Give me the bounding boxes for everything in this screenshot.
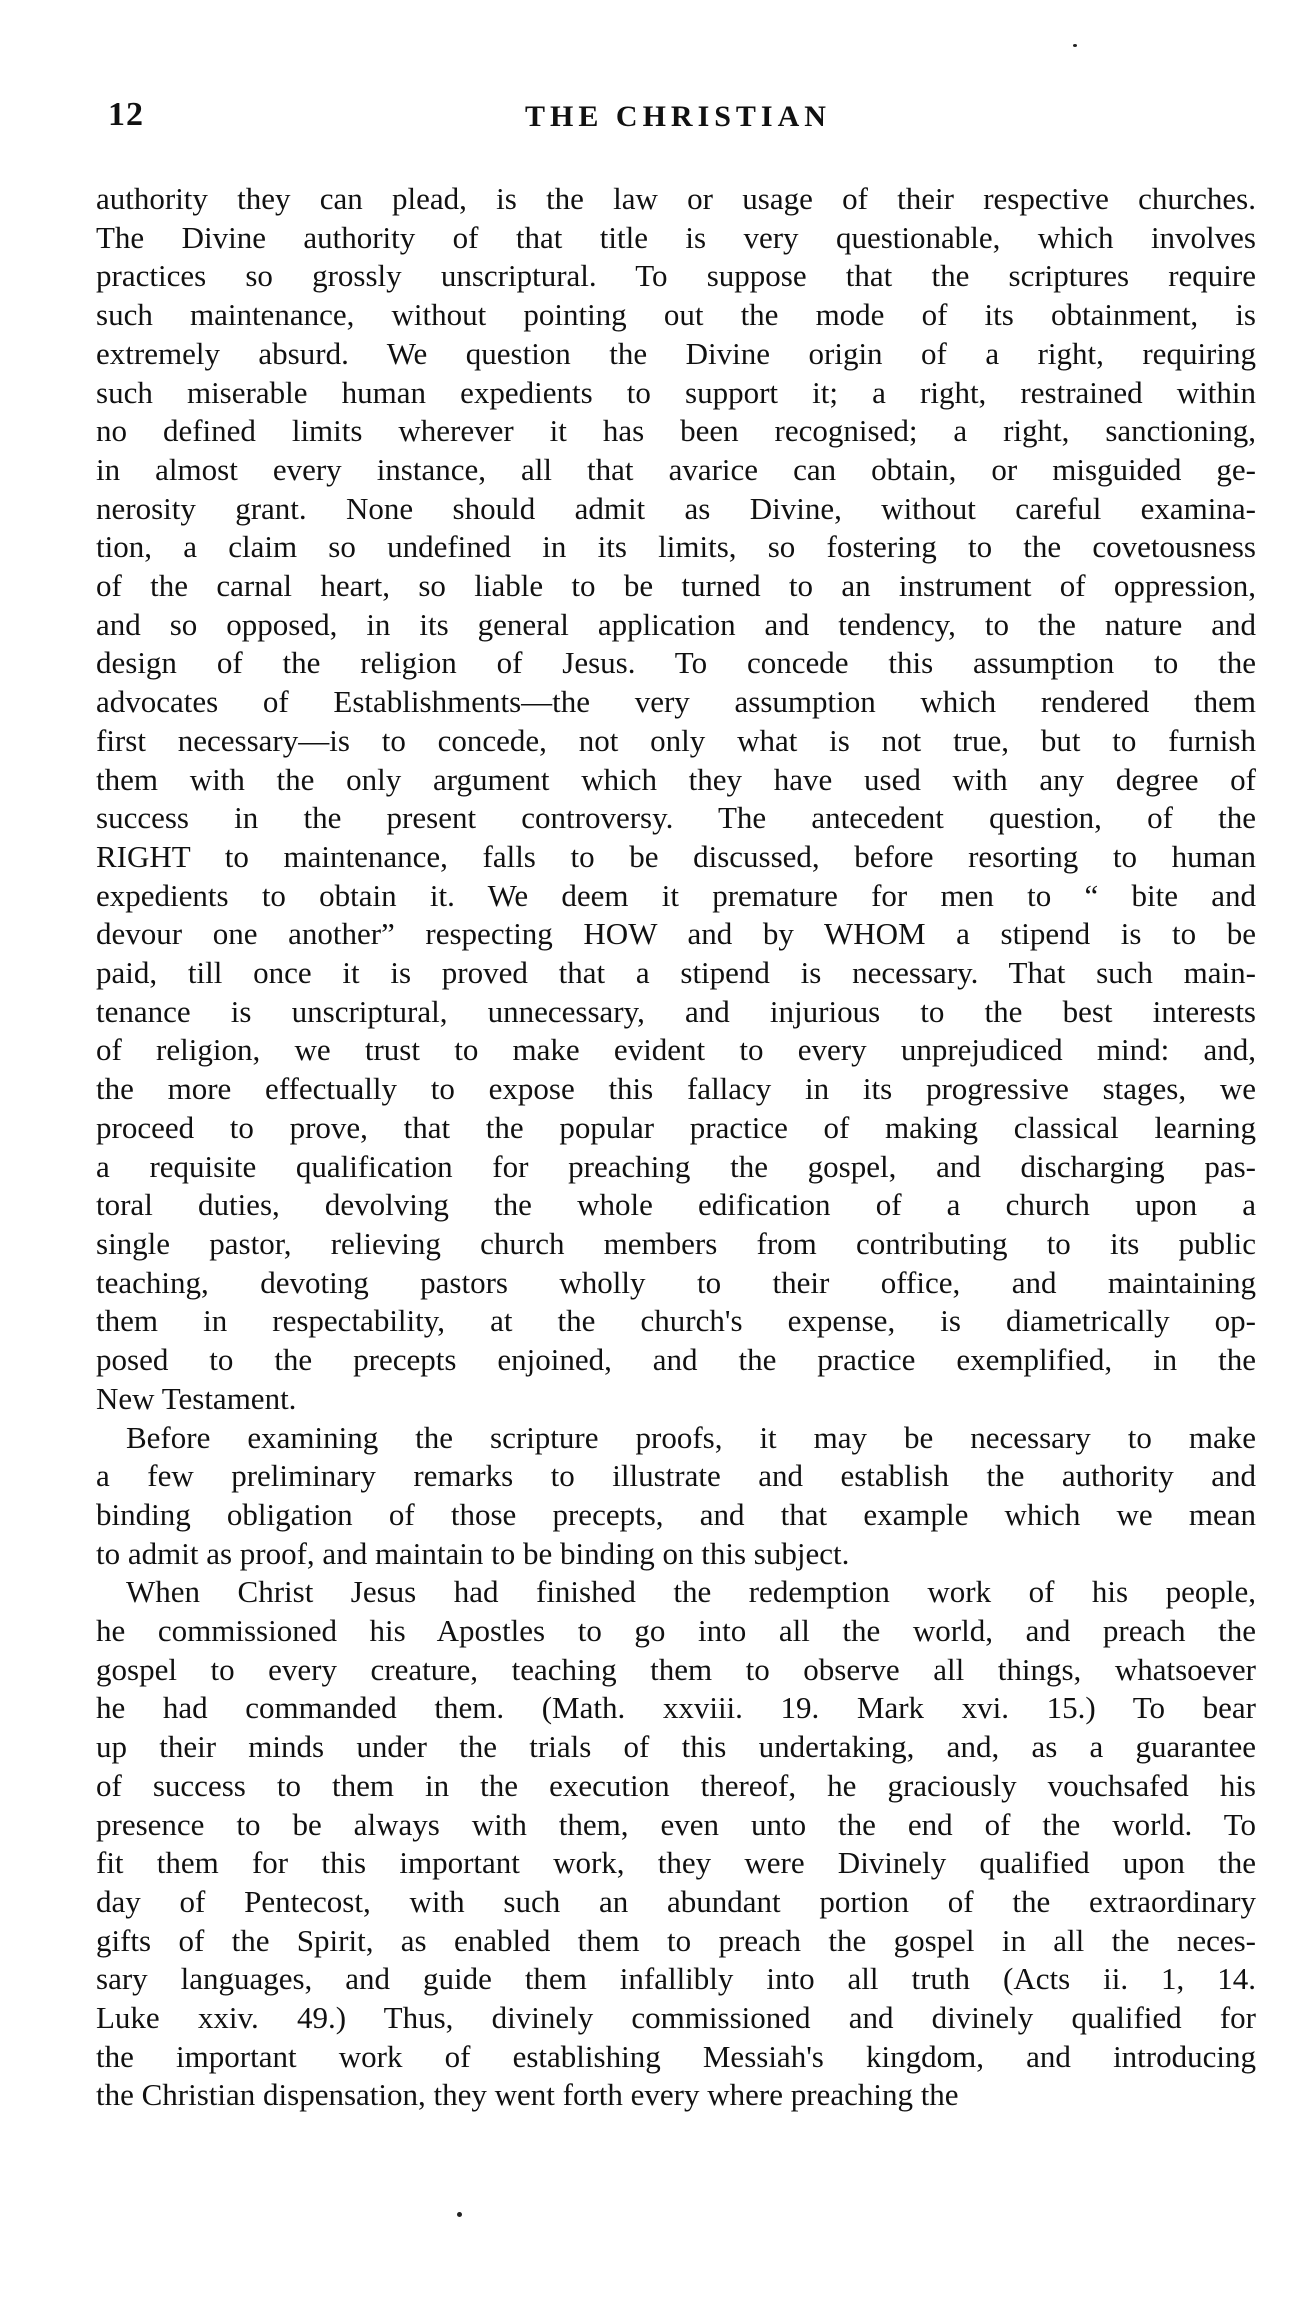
text-line: and so opposed, in its general application and tendency, to the nature and	[96, 606, 1256, 642]
text-line: expedients to obtain it. We deem it premature for men to “ bite and	[96, 877, 1256, 913]
text-line: a requisite qualification for preaching the gospel, and discharging pas-	[96, 1148, 1256, 1184]
text-line: the Christian dispensation, they went forth every where preaching the	[96, 2077, 959, 2113]
text-line: design of the religion of Jesus. To concede this assumption to the	[96, 645, 1256, 681]
text-line: he commissioned his Apostles to go into all the world, and preach the	[96, 1613, 1256, 1649]
text-line: up their minds under the trials of this undertaking, and, as a guarantee	[96, 1729, 1256, 1765]
text-line: authority they can plead, is the law or usage of their respective churches.	[96, 181, 1256, 216]
body-text	[96, 180, 1256, 2115]
text-line: fit them for this important work, they were Divinely qualified upon the	[96, 1845, 1256, 1881]
text-line: toral duties, devolving the whole edification of a church upon a	[96, 1187, 1256, 1223]
text-line: Before examining the scripture proofs, it may be necessary to make	[126, 1419, 1256, 1455]
text-line: binding obligation of those precepts, and that example which we mean	[96, 1496, 1256, 1532]
text-line: them with the only argument which they have used with any degree of	[96, 761, 1256, 797]
text-line: in almost every instance, all that avarice can obtain, or misguided ge-	[96, 451, 1256, 487]
text-line: New Testament.	[96, 1380, 297, 1416]
page-number: 12	[108, 96, 144, 133]
text-line: to admit as proof, and maintain to be binding on this subject.	[96, 1535, 850, 1571]
text-line: tenance is unscriptural, unnecessary, and injurious to the best interests	[96, 993, 1256, 1029]
text-line: he had commanded them. (Math. xxviii. 19. Mark xvi. 15.) To bear	[96, 1690, 1256, 1726]
text-line: of success to them in the execution thereof, he graciously vouchsafed his	[96, 1767, 1256, 1803]
text-line: such maintenance, without pointing out the mode of its obtainment, is	[96, 297, 1256, 333]
paragraph	[96, 1573, 1256, 2115]
text-line: nerosity grant. None should admit as Divine, without careful examina-	[96, 490, 1256, 526]
text-line: devour one another” respecting HOW and by WHOM a stipend is to be	[96, 916, 1256, 952]
text-line: advocates of Establishments—the very assumption which rendered them	[96, 684, 1256, 720]
text-line: gifts of the Spirit, as enabled them to preach the gospel in all the neces-	[96, 1922, 1256, 1958]
text-line: a few preliminary remarks to illustrate and establish the authority and	[96, 1458, 1256, 1494]
text-line: of religion, we trust to make evident to every unprejudiced mind: and,	[96, 1032, 1256, 1068]
text-line: When Christ Jesus had finished the redemption work of his people,	[126, 1574, 1256, 1610]
text-line: first necessary—is to concede, not only what is not true, but to furnish	[96, 722, 1256, 758]
text-line: single pastor, relieving church members from contributing to its public	[96, 1225, 1256, 1261]
text-line: the more effectually to expose this fallacy in its progressive stages, we	[96, 1071, 1256, 1107]
paragraph	[96, 1419, 1256, 1574]
text-line: tion, a claim so undefined in its limits, so fostering to the covetousness	[96, 529, 1256, 565]
text-line: RIGHT to maintenance, falls to be discussed, before resorting to human	[96, 838, 1256, 874]
text-line: day of Pentecost, with such an abundant portion of the extraordinary	[96, 1883, 1256, 1919]
running-head: THE CHRISTIAN	[525, 100, 831, 133]
ink-speck	[457, 2212, 462, 2217]
text-line: Luke xxiv. 49.) Thus, divinely commissioned and divinely qualified for	[96, 2000, 1256, 2036]
text-line: posed to the precepts enjoined, and the practice exemplified, in the	[96, 1342, 1256, 1378]
text-line: The Divine authority of that title is very questionable, which involves	[96, 219, 1256, 255]
text-line: proceed to prove, that the popular practice of making classical learning	[96, 1109, 1256, 1145]
text-line: extremely absurd. We question the Divine origin of a right, requiring	[96, 335, 1256, 371]
text-line: gospel to every creature, teaching them to observe all things, whatsoever	[96, 1651, 1256, 1687]
paragraph	[96, 180, 1256, 1419]
text-line: teaching, devoting pastors wholly to their office, and maintaining	[96, 1264, 1256, 1300]
text-line: them in respectability, at the church's expense, is diametrically op-	[96, 1303, 1256, 1339]
text-line: no defined limits wherever it has been recognised; a right, sanctioning,	[96, 413, 1256, 449]
text-line: success in the present controversy. The antecedent question, of the	[96, 800, 1256, 836]
ink-speck	[1073, 44, 1077, 47]
text-line: paid, till once it is proved that a stipend is necessary. That such main-	[96, 955, 1256, 991]
text-line: sary languages, and guide them infallibly into all truth (Acts ii. 1, 14.	[96, 1961, 1256, 1997]
text-line: presence to be always with them, even unto the end of the world. To	[96, 1806, 1256, 1842]
text-line: the important work of establishing Messiah's kingdom, and introducing	[96, 2038, 1256, 2074]
text-line: of the carnal heart, so liable to be turned to an instrument of oppression,	[96, 568, 1256, 604]
page-header	[100, 96, 1256, 146]
text-line: practices so grossly unscriptural. To suppose that the scriptures require	[96, 258, 1256, 294]
text-line: such miserable human expedients to support it; a right, restrained within	[96, 374, 1256, 410]
